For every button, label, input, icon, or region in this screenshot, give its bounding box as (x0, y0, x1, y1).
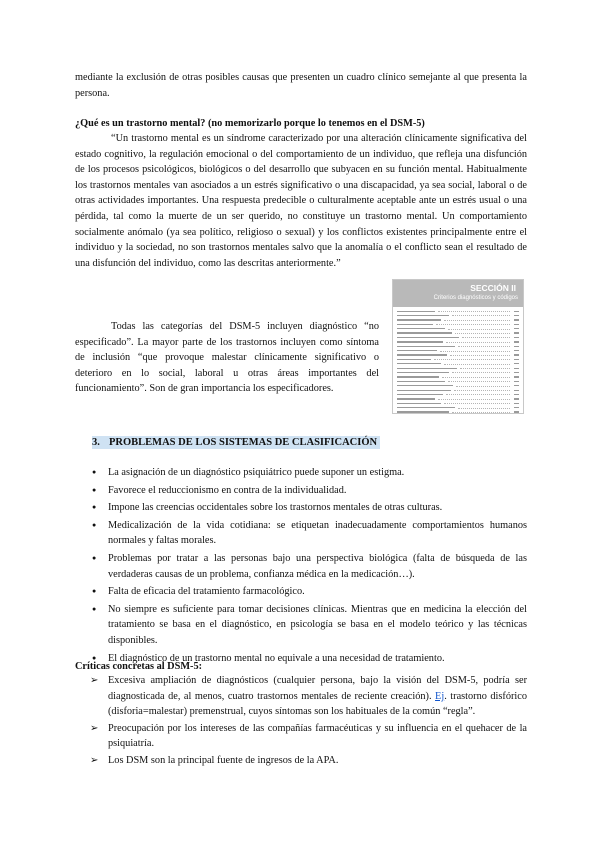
critiques-heading: Críticas concretas al DSM-5: (75, 661, 203, 672)
list-item: ● No siempre es suficiente para tomar decisiones clínicas. Mientras que en medicina la elección del tratamiento se basa en el diagnóstico, en psicología se basa en el modelo teórico y las técnicas disponibles. (92, 603, 527, 646)
definition-paragraph: “Un trastorno mental es un síndrome caracterizado por una alteración clínicamente significativa del estado cognitivo, la regulación emocional o del comportamiento de un individuo, que refleja una disfunción de los procesos psicológicos, biológicos o del desarrollo que subyacen en su función mental. Habitualmente los trastornos mentales van asociados a un estrés significativo o una discapacidad, ya sea social, laboral o de otras actividades importantes. Una respuesta predecible o culturalmente aceptable ante un estrés usual o una pérdida, tal como la muerte de un ser querido, no constituye un trastorno mental. Un comportamiento socialmente anómalo (ya sea político, religioso o sexual) y los conflictos existentes principalmente entre el individuo y la sociedad, no son trastornos mentales salvo que la anomalía o el conflicto sean el resultado de una disfunción del individuo, como las descritas anteriormente.” (75, 133, 527, 269)
arrow-bullet-icon: ➢ (90, 754, 99, 766)
arrow-bullet-icon: ➢ (90, 722, 99, 734)
list-item: ● Impone las creencias occidentales sobre los trastornos mentales de otras culturas. (0, 500, 527, 516)
list-item: ● Falta de eficacia del tratamiento farmacológico. (0, 584, 527, 600)
section-title: PROBLEMAS DE LOS SISTEMAS DE CLASIFICACIÓN (109, 437, 378, 448)
inset-toc-line (397, 410, 519, 414)
critiques-list (0, 673, 600, 770)
example-link[interactable]: Ej (435, 690, 445, 702)
inset-toc-lines (393, 307, 523, 414)
specifiers-paragraph: Todas las categorías del DSM-5 incluyen diagnóstico “no especificado”. La mayor parte de los trastornos incluyen como síntoma de inclusión “que provoque malestar clínicamente significativo o deterioro en lo social, laboral u otras áreas importantes del funcionamiento”. Son de gran importancia los especificadores. (75, 321, 379, 395)
intro-paragraph: mediante la exclusión de otras posibles causas que presenten un cuadro clínico semejante al que presenta la persona. (75, 72, 527, 99)
bullet-icon: ● (92, 520, 97, 529)
list-item: ● El diagnóstico de un trastorno mental no equivale a una necesidad de tratamiento. (0, 651, 527, 667)
bullet-icon: ● (92, 553, 97, 562)
question-heading: ¿Qué es un trastorno mental? (no memorizarlo porque lo tenemos en el DSM-5) (75, 118, 425, 129)
bullet-icon: ● (92, 503, 97, 512)
list-item: ➢ Preocupación por los intereses de las compañías farmacéuticas y su influencia en el quehacer de la psiquiatría. (90, 722, 527, 750)
inset-title: SECCIÓN II (470, 283, 516, 293)
list-item: ➢ Excesiva ampliación de diagnósticos (cualquier persona, bajo la visión del DSM-5, podría ser diagnosticada de, al menos, cuatro trastornos mentales de reciente creación). Ej. trastorno disfórico (disforia=malestar) premenstrual, cuyos síntomas son los habituales de la común “regla”. (90, 675, 527, 718)
bullet-icon: ● (92, 604, 97, 613)
inset-subtitle: Criterios diagnósticos y códigos (433, 295, 518, 301)
section-number: 3. (92, 437, 100, 448)
list-item: ● Medicalización de la vida cotidiana: se etiquetan inadecuadamente comportamientos humanos normales y faltas morales. (92, 519, 527, 547)
arrow-bullet-icon: ➢ (90, 675, 99, 686)
bullet-icon: ● (92, 653, 97, 662)
bullet-icon: ● (92, 468, 97, 476)
section-3-heading (92, 437, 380, 448)
list-item: ● Favorece el reduccionismo en contra de la individualidad. (0, 483, 527, 499)
list-item: ➢ Los DSM son la principal fuente de ingresos de la APA. (0, 753, 527, 769)
list-item: ● Problemas por tratar a las personas bajo una perspectiva biológica (falta de búsqueda de las verdaderas causas de un problema, confianza médica en la medicación…). (92, 552, 527, 580)
bullet-icon: ● (92, 485, 97, 494)
list-item: ● La asignación de un diagnóstico psiquiátrico puede suponer un estigma. (0, 465, 527, 481)
inset-header (393, 280, 523, 307)
bullet-icon: ● (92, 587, 97, 596)
dsm-section-ii-image (392, 279, 524, 414)
problems-list (0, 465, 600, 668)
